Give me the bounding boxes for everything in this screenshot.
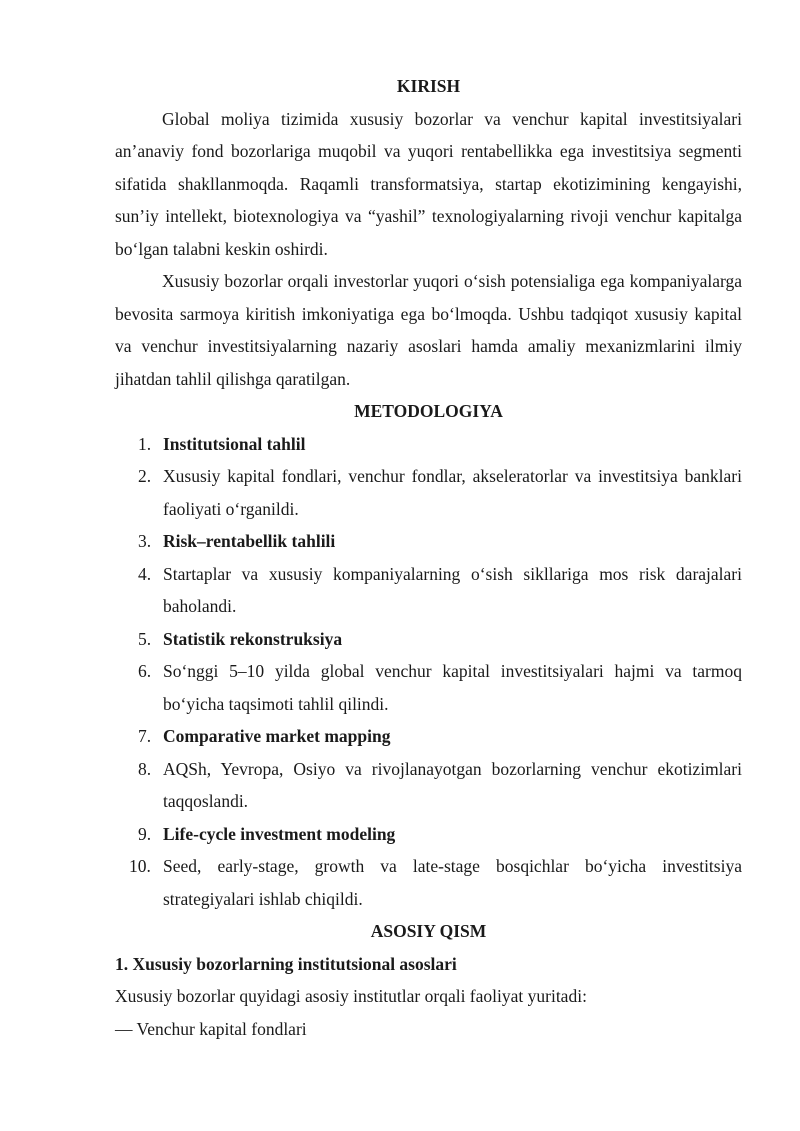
list-item-number: 7. [138, 726, 152, 746]
list-item [115, 720, 742, 753]
list-item [115, 623, 742, 656]
list-item [115, 753, 742, 818]
list-item [115, 850, 742, 915]
list-item-number: 8. [138, 758, 152, 779]
intro-heading: KIRISH [396, 76, 461, 96]
list-item [115, 460, 742, 525]
list-item [115, 655, 742, 720]
list-item [115, 428, 742, 461]
list-item-number: 9. [138, 823, 152, 844]
methodology-heading: METODOLOGIYA [354, 401, 503, 421]
list-item-number: 1. [138, 433, 152, 454]
intro-paragraph-2: Xususiy bozorlar orqali investorlar yuqori o‘sish potensialiga ega kompaniyalarga bevosita sarmoya kiritish imkoniyatiga ega bo‘lmoqda. Ushbu tadqiqot xususiy kapital va venchur investitsiyalarning nazariy asoslari hamda amaliy mexanizmlarini ilmiy jihatdan tahlil qilishga qaratilgan. [115, 271, 742, 389]
list-item-text: Startaplar va xususiy kompaniyalarning o‘sish sikllariga mos risk darajalari baholandi. [163, 563, 742, 616]
list-item-title: Statistik rekonstruksiya [163, 628, 343, 649]
list-item-text: So‘nggi 5–10 yilda global venchur kapital investitsiyalari hajmi va tarmoq bo‘yicha taqsimoti tahlil qilindi. [163, 661, 742, 714]
list-item-number: 2. [138, 466, 152, 486]
list-item-number: 4. [138, 563, 152, 584]
section-subheading: 1. Xususiy bozorlarning institutsional asoslari [115, 953, 457, 974]
list-item [115, 818, 742, 851]
main-heading: ASOSIY QISM [370, 921, 487, 941]
list-item-text: AQSh, Yevropa, Osiyo va rivojlanayotgan bozorlarning venchur ekotizimlari taqqoslandi. [163, 758, 742, 811]
list-item [115, 558, 742, 623]
list-item-number: 6. [138, 661, 152, 681]
list-item-number: 10. [129, 856, 151, 876]
document-page [115, 70, 742, 1045]
list-item [115, 525, 742, 558]
list-item-number: 5. [138, 628, 152, 649]
body-line: Xususiy bozorlar quyidagi asosiy institutlar orqali faoliyat yuritadi: [115, 986, 587, 1006]
list-item-title: Institutsional tahlil [163, 433, 306, 454]
list-item-text: Seed, early-stage, growth va late-stage bosqichlar bo‘yicha investitsiya strategiyalari ishlab chiqildi. [163, 856, 742, 909]
methodology-list [115, 428, 742, 916]
bullet-line: — Venchur kapital fondlari [115, 1018, 307, 1039]
list-item-text: Xususiy kapital fondlari, venchur fondlar, akseleratorlar va investitsiya banklari faoliyati o‘rganildi. [163, 466, 742, 519]
list-item-title: Life-cycle investment modeling [163, 823, 396, 844]
list-item-title: Risk–rentabellik tahlili [163, 531, 336, 551]
list-item-title: Comparative market mapping [163, 726, 391, 746]
list-item-number: 3. [138, 531, 152, 551]
intro-paragraph-1: Global moliya tizimida xususiy bozorlar va venchur kapital investitsiyalari an’anaviy fond bozorlariga muqobil va yuqori rentabellikka ega investitsiya segmenti sifatida shakllanmoqda. Raqamli transformatsiya, startap ekotizimining kengayishi, sun’iy intellekt, biotexnologiya va “yashil” texnologiyalarning rivoji venchur kapitalga bo‘lgan talabni keskin oshirdi. [115, 108, 742, 259]
